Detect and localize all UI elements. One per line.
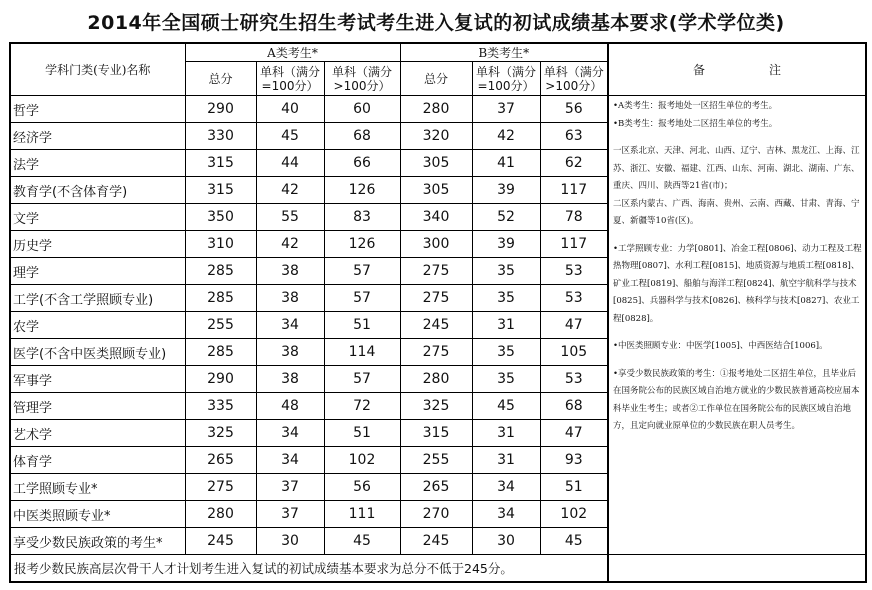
score-cell-a-single-over100: 45: [324, 528, 400, 555]
note-paragraph: 一区系北京、天津、河北、山西、辽宁、吉林、黑龙江、上海、江苏、浙江、安徽、福建、江西、山东、河南、湖北、湖南、广东、重庆、四川、陕西等21省(市)；: [613, 146, 860, 191]
score-cell-a-single-over100: 114: [324, 339, 400, 366]
category-name: 工学(不含工学照顾专业): [10, 285, 185, 312]
score-cell-a-single-over100: 68: [324, 123, 400, 150]
score-cell-a-single100: 44: [256, 150, 324, 177]
score-cell-b-single-over100: 117: [540, 177, 608, 204]
category-name: 经济学: [10, 123, 185, 150]
score-cell-a-single100: 38: [256, 339, 324, 366]
score-cell-a-single-over100: 51: [324, 312, 400, 339]
score-cell-a-single100: 34: [256, 312, 324, 339]
a-total-header: 总分: [185, 62, 256, 96]
score-cell-a-single-over100: 56: [324, 474, 400, 501]
score-cell-a-total: 350: [185, 204, 256, 231]
score-cell-b-single-over100: 68: [540, 393, 608, 420]
score-cell-b-single100: 35: [472, 366, 540, 393]
table-row: [10, 96, 866, 123]
category-name: 艺术学: [10, 420, 185, 447]
category-name: 法学: [10, 150, 185, 177]
score-cell-a-single100: 34: [256, 420, 324, 447]
group-a-header: A类考生*: [185, 43, 400, 62]
score-cell-a-total: 290: [185, 96, 256, 123]
score-cell-b-single100: 41: [472, 150, 540, 177]
footer-note: 报考少数民族高层次骨干人才计划考生进入复试的初试成绩基本要求为总分不低于245分。: [10, 555, 608, 583]
score-cell-b-single100: 31: [472, 447, 540, 474]
score-cell-a-total: 280: [185, 501, 256, 528]
a-single-over100-header: 单科（满分>100分）: [324, 62, 400, 96]
score-cell-b-single100: 34: [472, 501, 540, 528]
score-cell-b-single100: 35: [472, 258, 540, 285]
score-cell-b-total: 275: [400, 258, 472, 285]
score-cell-a-total: 335: [185, 393, 256, 420]
category-name: 农学: [10, 312, 185, 339]
score-cell-b-single100: 31: [472, 312, 540, 339]
category-name: 中医类照顾专业*: [10, 501, 185, 528]
score-cell-b-single-over100: 45: [540, 528, 608, 555]
score-cell-b-single100: 39: [472, 231, 540, 258]
note-paragraph: 二区系内蒙古、广西、海南、贵州、云南、西藏、甘肃、青海、宁夏、新疆等10省(区)。: [613, 198, 860, 226]
score-cell-a-total: 265: [185, 447, 256, 474]
category-name: 管理学: [10, 393, 185, 420]
score-cell-b-single100: 45: [472, 393, 540, 420]
score-cell-a-total: 290: [185, 366, 256, 393]
score-cell-b-single-over100: 53: [540, 258, 608, 285]
score-cell-a-single100: 38: [256, 366, 324, 393]
group-b-header: B类考生*: [400, 43, 608, 62]
score-cell-a-single100: 42: [256, 231, 324, 258]
score-cell-a-single-over100: 60: [324, 96, 400, 123]
score-cell-b-single-over100: 63: [540, 123, 608, 150]
score-cell-a-single-over100: 102: [324, 447, 400, 474]
category-name: 教育学(不含体育学): [10, 177, 185, 204]
score-cell-b-total: 280: [400, 366, 472, 393]
score-cell-b-single-over100: 105: [540, 339, 608, 366]
score-table-wrapper: [9, 42, 865, 583]
score-cell-b-total: 275: [400, 339, 472, 366]
score-cell-b-single100: 39: [472, 177, 540, 204]
score-cell-b-single100: 52: [472, 204, 540, 231]
score-cell-b-total: 325: [400, 393, 472, 420]
score-cell-a-single-over100: 66: [324, 150, 400, 177]
score-cell-b-total: 275: [400, 285, 472, 312]
category-name: 历史学: [10, 231, 185, 258]
note-spacer: [613, 328, 862, 338]
score-cell-a-single100: 38: [256, 285, 324, 312]
score-cell-a-single-over100: 126: [324, 177, 400, 204]
score-cell-b-total: 265: [400, 474, 472, 501]
score-cell-b-single100: 42: [472, 123, 540, 150]
score-cell-a-single100: 38: [256, 258, 324, 285]
note-paragraph: •A类考生：报考地处一区招生单位的考生。: [613, 101, 778, 111]
score-cell-a-single-over100: 111: [324, 501, 400, 528]
note-spacer: [613, 356, 862, 366]
score-cell-a-single100: 37: [256, 474, 324, 501]
score-cell-a-total: 330: [185, 123, 256, 150]
score-cell-a-single100: 45: [256, 123, 324, 150]
b-single-over100-header: 单科（满分>100分）: [540, 62, 608, 96]
note-paragraph: •B类考生：报考地处二区招生单位的考生。: [613, 118, 778, 129]
note-spacer: [613, 231, 862, 241]
score-cell-b-single-over100: 93: [540, 447, 608, 474]
score-cell-a-single100: 30: [256, 528, 324, 555]
footer-notes-blank: [608, 555, 866, 583]
score-cell-a-single-over100: 57: [324, 258, 400, 285]
score-cell-b-single-over100: 56: [540, 96, 608, 123]
score-cell-a-single100: 55: [256, 204, 324, 231]
score-cell-b-single-over100: 53: [540, 285, 608, 312]
score-cell-a-total: 255: [185, 312, 256, 339]
score-cell-b-single100: 30: [472, 528, 540, 555]
score-cell-a-total: 275: [185, 474, 256, 501]
score-cell-b-total: 315: [400, 420, 472, 447]
category-name: 医学(不含中医类照顾专业): [10, 339, 185, 366]
score-cell-b-total: 305: [400, 150, 472, 177]
score-cell-a-total: 315: [185, 150, 256, 177]
score-cell-b-single-over100: 102: [540, 501, 608, 528]
category-name: 文学: [10, 204, 185, 231]
score-cell-a-total: 310: [185, 231, 256, 258]
category-header: 学科门类(专业)名称: [10, 43, 185, 96]
score-cell-a-single-over100: 83: [324, 204, 400, 231]
score-cell-a-single100: 37: [256, 501, 324, 528]
score-cell-b-total: 320: [400, 123, 472, 150]
category-name: 工学照顾专业*: [10, 474, 185, 501]
score-table: [9, 42, 867, 583]
note-paragraph: •中医类照顾专业：中医学[1005]、中西医结合[1006]。: [613, 341, 828, 351]
score-cell-a-total: 315: [185, 177, 256, 204]
score-cell-a-single100: 40: [256, 96, 324, 123]
score-cell-b-single-over100: 78: [540, 204, 608, 231]
score-cell-b-single100: 35: [472, 339, 540, 366]
category-name: 哲学: [10, 96, 185, 123]
score-cell-a-total: 285: [185, 258, 256, 285]
score-cell-b-single-over100: 47: [540, 420, 608, 447]
score-cell-a-single100: 34: [256, 447, 324, 474]
notes-header: 备 注: [608, 43, 866, 96]
b-total-header: 总分: [400, 62, 472, 96]
score-cell-a-single100: 48: [256, 393, 324, 420]
score-cell-b-total: 245: [400, 312, 472, 339]
score-cell-a-single-over100: 126: [324, 231, 400, 258]
score-cell-b-total: 305: [400, 177, 472, 204]
score-cell-b-single-over100: 51: [540, 474, 608, 501]
score-cell-b-single-over100: 62: [540, 150, 608, 177]
score-cell-b-single100: 34: [472, 474, 540, 501]
score-cell-b-total: 270: [400, 501, 472, 528]
score-cell-b-single100: 37: [472, 96, 540, 123]
note-paragraph: •工学照顾专业：力学[0801]、冶金工程[0806]、动力工程及工程热物理[0807]、水利工程[0815]、地质资源与地质工程[0818]、矿业工程[0819]、船舶与海洋工程[0824]、航空宇航科学与技术[0825]、兵器科学与技术[0826]、核科学与技术[0827]、农业工程[0828]。: [613, 243, 862, 324]
page-title: 2014年全国硕士研究生招生考试考生进入复试的初试成绩基本要求(学术学位类): [87, 12, 785, 34]
note-spacer: [613, 133, 862, 143]
notes-cell: [608, 96, 866, 555]
category-name: 体育学: [10, 447, 185, 474]
score-cell-a-single100: 42: [256, 177, 324, 204]
score-cell-b-total: 255: [400, 447, 472, 474]
category-name: 理学: [10, 258, 185, 285]
score-cell-a-total: 245: [185, 528, 256, 555]
score-cell-a-single-over100: 57: [324, 285, 400, 312]
score-cell-b-total: 280: [400, 96, 472, 123]
score-cell-b-single-over100: 53: [540, 366, 608, 393]
score-cell-a-total: 325: [185, 420, 256, 447]
category-name: 军事学: [10, 366, 185, 393]
score-cell-b-total: 300: [400, 231, 472, 258]
footer-row: [10, 555, 866, 583]
score-cell-a-single-over100: 72: [324, 393, 400, 420]
score-cell-a-total: 285: [185, 285, 256, 312]
score-cell-b-single-over100: 117: [540, 231, 608, 258]
score-cell-b-total: 245: [400, 528, 472, 555]
score-cell-b-single100: 31: [472, 420, 540, 447]
score-cell-a-single-over100: 51: [324, 420, 400, 447]
score-cell-b-total: 340: [400, 204, 472, 231]
score-cell-b-single-over100: 47: [540, 312, 608, 339]
b-single100-header: 单科（满分=100分）: [472, 62, 540, 96]
score-cell-b-single100: 35: [472, 285, 540, 312]
a-single100-header: 单科（满分=100分）: [256, 62, 324, 96]
category-name: 享受少数民族政策的考生*: [10, 528, 185, 555]
note-paragraph: •享受少数民族政策的考生：①报考地处二区招生单位，且毕业后在国务院公布的民族区域自治地方就业的少数民族普通高校应届本科毕业生考生；或者②工作单位在国务院公布的民族区域自治地方，且定向就业原单位的少数民族在职人员考生。: [613, 368, 860, 431]
score-cell-a-single-over100: 57: [324, 366, 400, 393]
score-cell-a-total: 285: [185, 339, 256, 366]
